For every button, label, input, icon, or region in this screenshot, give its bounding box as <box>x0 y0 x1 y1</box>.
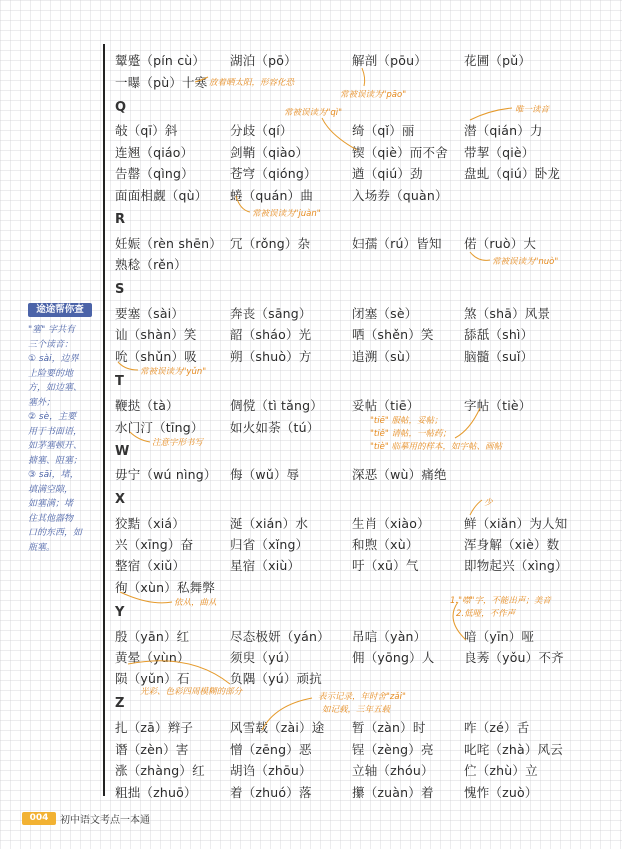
entry: 胡诌（zhōu） <box>230 763 312 778</box>
annotation-note: 依从，曲从 <box>174 598 217 608</box>
entry: 朔（shuò）方 <box>230 349 312 364</box>
entry: 谮（zèn）害 <box>115 742 189 757</box>
entry: 着（zhuó）落 <box>230 785 312 800</box>
entry: 连翘（qiáo） <box>115 145 194 160</box>
entry: 愧怍（zuò） <box>464 785 538 800</box>
sidebar-line: ① sài，边界 <box>28 354 79 364</box>
annotation-note: 少 <box>484 498 493 508</box>
entry: 涎（xián）水 <box>230 516 309 531</box>
annotation-note: 表示记录，年时舍"zǎi" <box>318 692 406 702</box>
entry: 暂（zàn）时 <box>352 720 426 735</box>
entry: 粗拙（zhuō） <box>115 785 197 800</box>
entry: 煞（shā）风景 <box>464 306 551 321</box>
annotation-note: 注意字形书写 <box>152 438 204 448</box>
entry: 憎（zēng）恶 <box>230 742 312 757</box>
sidebar-line: 住其他器物 <box>28 513 74 524</box>
sidebar-line: "塞" 字共有 <box>28 325 76 335</box>
entry: 锃（zèng）亮 <box>352 742 434 757</box>
entry: 立轴（zhóu） <box>352 763 434 778</box>
entry: 湖泊（pō） <box>230 53 297 68</box>
entry: 星宿（xiù） <box>230 558 301 573</box>
entry: 扎（zā）辫子 <box>115 720 194 735</box>
entry: 一曝（pù）十寒 <box>115 75 208 90</box>
sidebar-line: 填满空隙， <box>28 484 74 495</box>
entry: 哂（shěn）笑 <box>352 327 434 342</box>
entry: 锲（qiè）而不舍 <box>352 145 448 160</box>
annotation-note: 常被误读为"qì" <box>284 108 343 118</box>
entry: 浑身解（xiè）数 <box>464 537 560 552</box>
annotation-note: 光彩、色彩四周模糊的部分 <box>140 687 243 697</box>
entry: 苍穹（qióng） <box>230 166 317 181</box>
entry: 入场券（quàn） <box>352 188 448 203</box>
sidebar-line: 如塞满；堵 <box>28 499 74 509</box>
entry: 攥（zuàn）着 <box>352 785 434 800</box>
section-letter-s: S <box>115 282 125 297</box>
section-letter-z: Z <box>115 696 125 711</box>
entry: 剑鞘（qiào） <box>230 145 309 160</box>
sidebar-line: 塞外； <box>28 397 56 408</box>
sidebar-line: 上险要的地 <box>28 368 74 379</box>
entry: 伫（zhù）立 <box>464 763 538 778</box>
entry: 叱咤（zhà）风云 <box>464 742 563 757</box>
entry: 黄晕（yùn） <box>115 650 190 665</box>
annotation-note: 常被误读为"nuò" <box>492 257 559 267</box>
annotation-note: "tiě" 请帖，一帖药； <box>370 429 451 439</box>
sidebar-title: 途途帮你查 <box>28 303 92 317</box>
sidebar-line: 瓶塞。 <box>28 542 56 553</box>
entry: 韶（sháo）光 <box>230 327 312 342</box>
entry: 敧（qī）斜 <box>115 123 178 138</box>
sidebar-line: ② sè，主要 <box>28 412 77 422</box>
entry: 熟稔（rěn） <box>115 257 187 272</box>
entry: 吁（xū）气 <box>352 558 419 573</box>
entry: 面面相觑（qù） <box>115 188 208 203</box>
entry: 侮（wǔ）辱 <box>230 467 300 482</box>
entry: 闭塞（sè） <box>352 306 418 321</box>
entry: 尽态极妍（yán） <box>230 629 330 644</box>
entry: 盘虬（qiú）卧龙 <box>464 166 561 181</box>
entry: 妥帖（tiē） <box>352 398 420 413</box>
entry: 冗（rǒng）杂 <box>230 236 311 251</box>
entry: 涨（zhàng）红 <box>115 763 205 778</box>
entry: 毋宁（wú nìng） <box>115 467 217 482</box>
entry: 吮（shǔn）吸 <box>115 349 197 364</box>
entry: 妊娠（rèn shēn） <box>115 236 222 251</box>
entry: 告罄（qìng） <box>115 166 194 181</box>
sidebar-note <box>28 323 96 555</box>
annotation-note: "tiè" 临摹用的样本，如字帖、画帖 <box>370 442 502 452</box>
entry: 咋（zé）舌 <box>464 720 530 735</box>
sidebar-line: 三个读音： <box>28 339 74 350</box>
entry: 讪（shàn）笑 <box>115 327 197 342</box>
annotation-note: 放着晒太阳，形容化恐 <box>209 78 295 88</box>
entry: 奔丧（sāng） <box>230 306 312 321</box>
entry: 归省（xǐng） <box>230 537 309 552</box>
entry: 鲜（xiǎn）为人知 <box>464 516 568 531</box>
entry: 水门汀（tīng） <box>115 420 204 435</box>
entry: 分歧（qí） <box>230 123 293 138</box>
entry: 陨（yǔn）石 <box>115 671 190 686</box>
entry: 潜（qián）力 <box>464 123 543 138</box>
entry: 花圃（pǔ） <box>464 53 532 68</box>
entry: 解剖（pōu） <box>352 53 427 68</box>
entry: 追溯（sù） <box>352 349 418 364</box>
entry: 蜷（quán）曲 <box>230 188 314 203</box>
entry: 颦蹙（pín cù） <box>115 53 206 68</box>
annotation-note: 常被误读为"yǔn" <box>140 367 207 377</box>
entry: 生肖（xiào） <box>352 516 430 531</box>
entry: 鞭挞（tà） <box>115 398 179 413</box>
annotation-note: 1."噤"字，不能出声；美音 <box>450 596 551 606</box>
section-letter-t: T <box>115 374 124 389</box>
entry: 狡黠（xiá） <box>115 516 185 531</box>
entry: 如火如荼（tú） <box>230 420 320 435</box>
entry: 吊唁（yàn） <box>352 629 427 644</box>
annotation-note: 唯一读音 <box>515 105 550 115</box>
page-number: 004 <box>22 812 56 825</box>
annotation-note: 2.低哑，不作声 <box>456 609 516 619</box>
entry: 遒（qiú）劲 <box>352 166 423 181</box>
section-letter-q: Q <box>115 100 127 115</box>
entry: 佣（yōng）人 <box>352 650 435 665</box>
annotation-note: 常被误读为"pāo" <box>340 90 407 100</box>
annotation-note: 如记载，三年五载 <box>322 705 391 715</box>
section-letter-w: W <box>115 444 130 459</box>
entry: 即物起兴（xìng） <box>464 558 568 573</box>
book-title: 初中语文考点一本通 <box>60 815 150 826</box>
entry: 负隅（yú）顽抗 <box>230 671 322 686</box>
entry: 良莠（yǒu）不齐 <box>464 650 564 665</box>
entry: 须臾（yú） <box>230 650 297 665</box>
section-letter-r: R <box>115 212 126 227</box>
entry: 脑髓（suǐ） <box>464 349 534 364</box>
entry: 要塞（sài） <box>115 306 185 321</box>
entry: 偌（ruò）大 <box>464 236 537 251</box>
entry: 风雪载（zài）途 <box>230 720 325 735</box>
section-letter-y: Y <box>115 605 125 620</box>
sidebar-line: 用于书面语， <box>28 426 83 437</box>
annotation-note: 常被误读为"juàn" <box>252 209 321 219</box>
entry: 和煦（xù） <box>352 537 419 552</box>
sidebar-line: ③ sāi，堵， <box>28 470 79 480</box>
annotation-note: "tiē" 服帖，妥帖； <box>370 416 443 426</box>
entry: 徇（xùn）私舞弊 <box>115 580 216 595</box>
entry: 整宿（xiǔ） <box>115 558 186 573</box>
entry: 殷（yān）红 <box>115 629 190 644</box>
sidebar-line: 搪塞、阻塞； <box>28 455 83 466</box>
entry: 兴（xīng）奋 <box>115 537 194 552</box>
entry: 字帖（tiè） <box>464 398 532 413</box>
entry: 喑（yīn）哑 <box>464 629 535 644</box>
entry: 妇孺（rú）皆知 <box>352 236 442 251</box>
entry: 倜傥（tì tǎng） <box>230 398 323 413</box>
sidebar-line: 如茅塞顿开、 <box>28 441 83 451</box>
entry: 绮（qǐ）丽 <box>352 123 415 138</box>
entry: 深恶（wù）痛绝 <box>352 467 447 482</box>
entry: 带挈（qiè） <box>464 145 535 160</box>
column-divider <box>103 44 105 796</box>
sidebar-line: 口的东西，如 <box>28 528 83 538</box>
sidebar-line: 方，如边塞、 <box>28 383 83 393</box>
entry: 舔舐（shì） <box>464 327 534 342</box>
section-letter-x: X <box>115 492 126 507</box>
